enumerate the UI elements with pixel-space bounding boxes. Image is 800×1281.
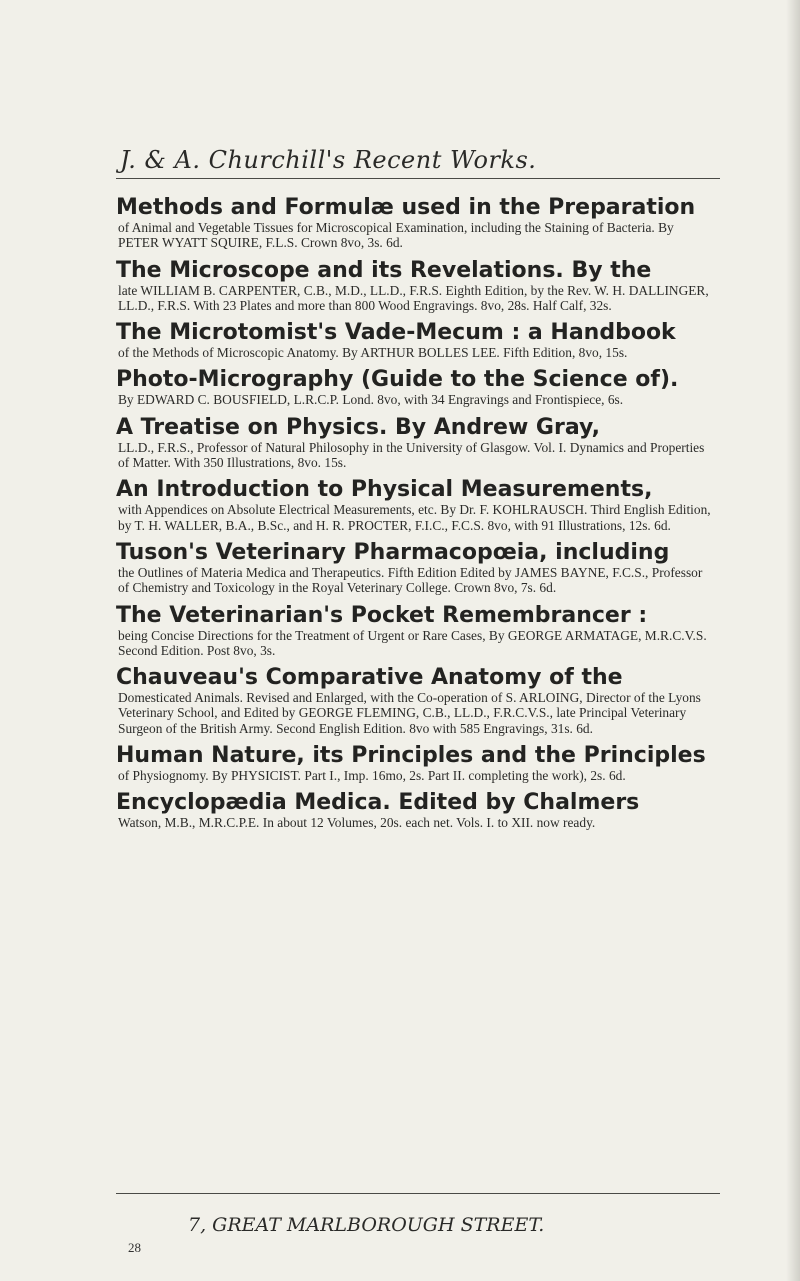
entry-title: An Introduction to Physical Measurements, xyxy=(116,477,653,503)
entry-description: Watson, M.B., M.R.C.P.E. In about 12 Volumes, 20s. each net. Vols. I. to XII. now ready. xyxy=(118,815,596,831)
entry-description: of the Methods of Microscopic Anatomy. By ARTHUR BOLLES LEE. Fifth Edition, 8vo, 15s. xyxy=(118,345,628,361)
list-item xyxy=(116,415,711,471)
entry-description: LL.D., F.R.S., Professor of Natural Philosophy in the University of Glasgow. Vol. I. Dynamics and Properties of Matter. With 350 Illustrations, 8vo. 15s. xyxy=(118,439,705,471)
list-item xyxy=(116,258,711,314)
list-item xyxy=(116,367,711,407)
list-item xyxy=(116,320,711,360)
list-item xyxy=(116,195,711,251)
list-item xyxy=(116,540,711,596)
running-header: J. & A. Churchill's Recent Works. xyxy=(120,146,537,174)
entry-title: Chauveau's Comparative Anatomy of the xyxy=(116,665,623,691)
publisher-address: 7, GREAT MARLBOROUGH STREET. xyxy=(188,1214,545,1236)
entry-description: late WILLIAM B. CARPENTER, C.B., M.D., LL.D., F.R.S. Eighth Edition, by the Rev. W. H. DALLINGER, LL.D., F.R.S. With 23 Plates and more than 800 Wood Engravings. 8vo, 28s. Half Calf, 32s. xyxy=(118,282,709,313)
bottom-rule xyxy=(116,1193,720,1194)
entry-title: Encyclopædia Medica. Edited by Chalmers xyxy=(116,790,640,816)
entry-description: of Physiognomy. By PHYSICIST. Part I., Imp. 16mo, 2s. Part II. completing the work), 2s. 6d. xyxy=(118,768,626,784)
top-rule xyxy=(116,178,720,179)
page-edge-shadow xyxy=(786,0,800,1281)
entry-description: Domesticated Animals. Revised and Enlarged, with the Co-operation of S. ARLOING, Director of the Lyons Veterinary School, and Edited by GEORGE FLEMING, C.B., LL.D., F.R.C.V.S., late Principal Veterinary Surgeon of the British Army. Second English Edition. 8vo with 585 Engravings, 31s. 6d. xyxy=(118,690,701,736)
entry-description: with Appendices on Absolute Electrical Measurements, etc. By Dr. F. KOHLRAUSCH. Third English Edition, by T. H. WALLER, B.A., B.Sc., and H. R. PROCTER, F.I.C., F.C.S. 8vo, with 91 Illustrations, 12s. 6d. xyxy=(118,502,711,533)
entry-title: Tuson's Veterinary Pharmacopœia, including xyxy=(116,539,670,565)
entries-list xyxy=(116,195,711,831)
list-item xyxy=(116,790,711,830)
entry-title: The Microscope and its Revelations. By the xyxy=(116,257,652,283)
entry-description: being Concise Directions for the Treatment of Urgent or Rare Cases, By GEORGE ARMATAGE, M.R.C.V.S. Second Edition. Post 8vo, 3s. xyxy=(118,627,707,658)
entry-title: Photo-Micrography (Guide to the Science of). xyxy=(116,367,679,393)
list-item xyxy=(116,477,711,533)
entry-description: the Outlines of Materia Medica and Therapeutics. Fifth Edition Edited by JAMES BAYNE, F.C.S., Professor of Chemistry and Toxicology in the Royal Veterinary College. Crown 8vo, 7s. 6d. xyxy=(118,564,703,596)
list-item xyxy=(116,665,711,736)
page-number: 28 xyxy=(128,1240,141,1255)
list-item xyxy=(116,603,711,659)
entry-title: A Treatise on Physics. By Andrew Gray, xyxy=(116,414,600,440)
entry-title: Human Nature, its Principles and the Principles xyxy=(116,743,706,769)
entry-title: The Veterinarian's Pocket Remembrancer : xyxy=(116,602,648,628)
entry-title: Methods and Formulæ used in the Preparation xyxy=(116,195,696,220)
entry-description: of Animal and Vegetable Tissues for Microscopical Examination, including the Staining of Bacteria. By PETER WYATT SQUIRE, F.L.S. Crown 8vo, 3s. 6d. xyxy=(118,220,674,251)
list-item xyxy=(116,743,711,783)
entry-description: By EDWARD C. BOUSFIELD, L.R.C.P. Lond. 8vo, with 34 Engravings and Frontispiece, 6s. xyxy=(118,392,624,408)
entry-title: The Microtomist's Vade-Mecum : a Handbook xyxy=(116,320,676,346)
